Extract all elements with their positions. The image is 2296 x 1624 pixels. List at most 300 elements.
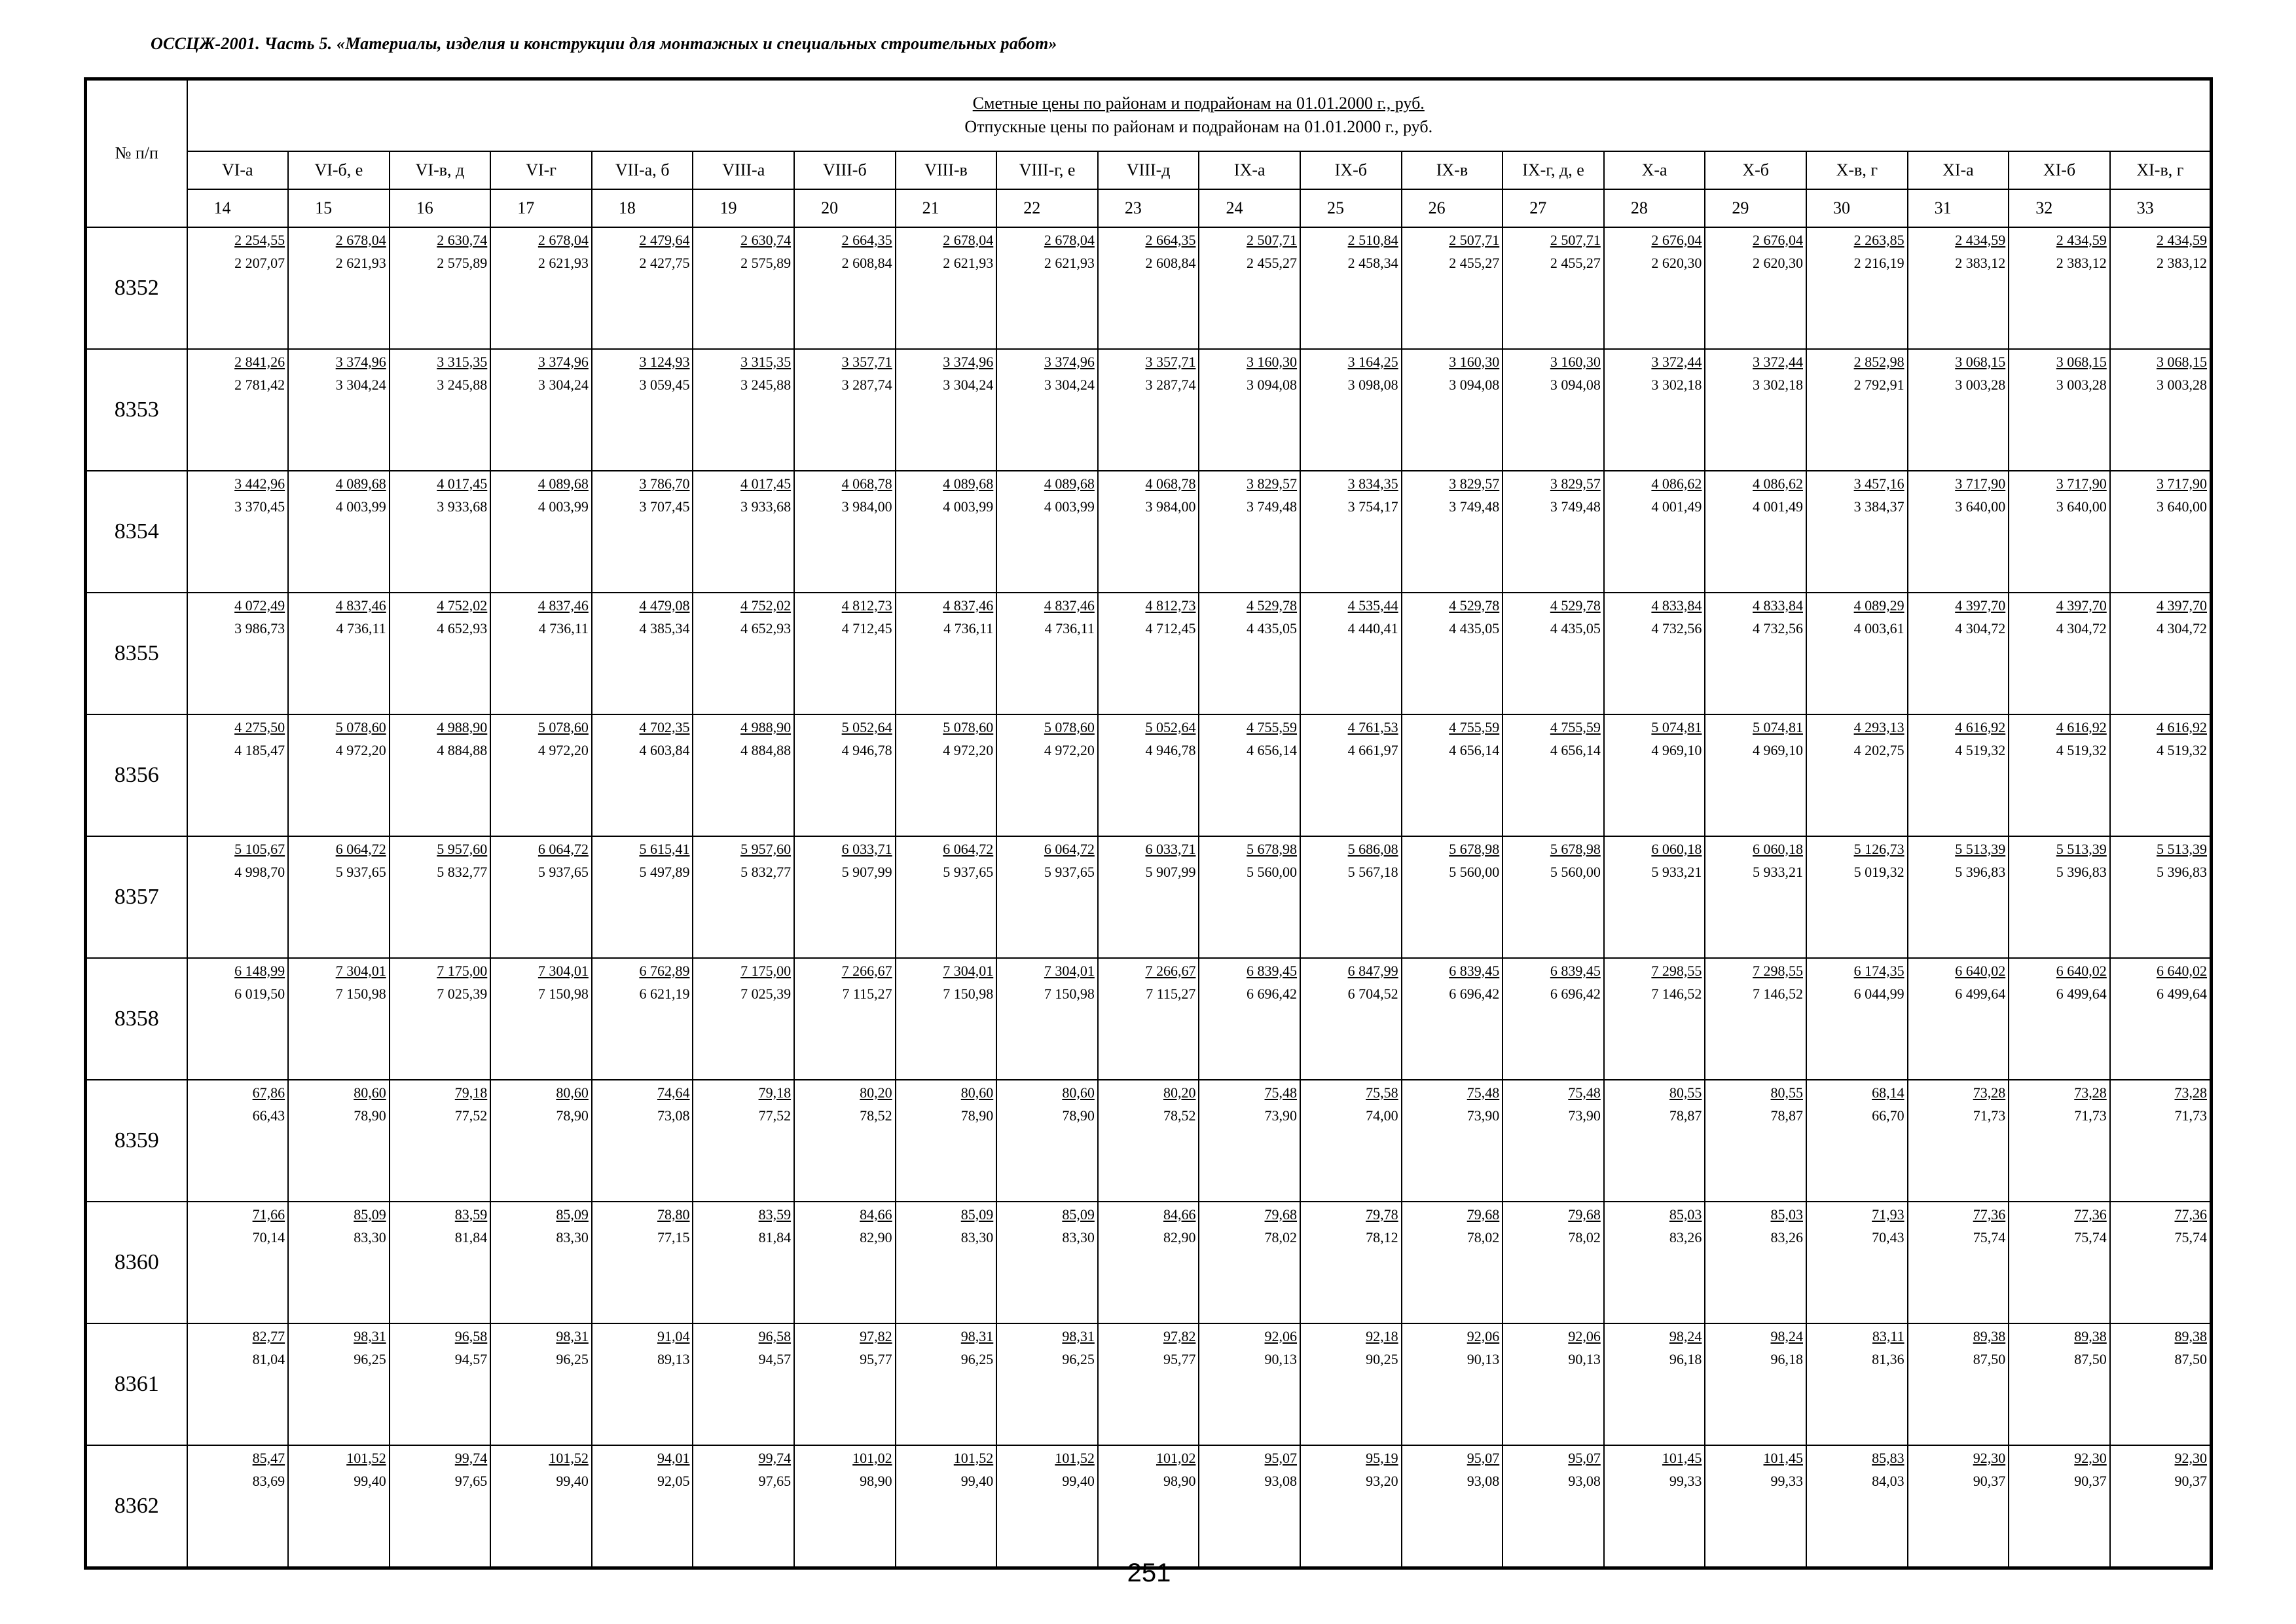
price-cell [490, 593, 592, 714]
release-price: 81,36 [1872, 1350, 1904, 1367]
price-cell [1300, 958, 1402, 1080]
estimated-price: 3 717,90 [2157, 475, 2207, 492]
estimated-price: 5 078,60 [943, 718, 994, 735]
price-cell [1402, 593, 1503, 714]
estimated-price: 4 837,46 [538, 597, 589, 614]
estimated-price: 3 834,35 [1347, 475, 1398, 492]
release-price: 89,13 [657, 1350, 690, 1367]
release-price: 4 435,05 [1449, 619, 1500, 637]
price-cell [2110, 1323, 2212, 1445]
price-cell [896, 836, 997, 958]
price-cell [1503, 1323, 1604, 1445]
release-price: 4 435,05 [1550, 619, 1601, 637]
release-price: 5 560,00 [1550, 863, 1601, 880]
estimated-price: 91,04 [657, 1327, 690, 1344]
estimated-price: 95,07 [1264, 1449, 1298, 1466]
estimated-price: 4 089,68 [943, 475, 994, 492]
release-price: 90,37 [2174, 1472, 2207, 1489]
estimated-price: 5 105,67 [234, 840, 285, 857]
price-cell [1604, 714, 1705, 836]
release-price: 6 696,42 [1247, 985, 1298, 1002]
price-cell [592, 349, 693, 471]
release-price: 4 732,56 [1753, 619, 1803, 637]
column-number: 23 [1098, 189, 1199, 227]
release-price: 94,57 [758, 1350, 792, 1367]
release-price: 6 704,52 [1347, 985, 1398, 1002]
release-price: 83,26 [1770, 1228, 1803, 1246]
release-price: 2 608,84 [841, 254, 892, 271]
price-cell [1199, 836, 1300, 958]
price-cell [693, 349, 794, 471]
estimated-price: 5 078,60 [335, 718, 386, 735]
price-cell [187, 836, 289, 958]
row-code: 8355 [86, 593, 187, 714]
price-cell [2110, 1445, 2212, 1568]
price-cell [592, 714, 693, 836]
row-code: 8357 [86, 836, 187, 958]
price-cell [390, 349, 491, 471]
release-price: 5 396,83 [2056, 863, 2107, 880]
estimated-price: 2 852,98 [1853, 353, 1904, 370]
row-code: 8361 [86, 1323, 187, 1445]
price-cell [1908, 1202, 2009, 1323]
price-cell [1806, 1445, 1908, 1568]
table-row [86, 1080, 2212, 1202]
region-header: VIII-б [794, 151, 896, 189]
estimated-price: 7 175,00 [740, 962, 792, 979]
price-cell [490, 714, 592, 836]
region-header: IX-а [1199, 151, 1300, 189]
estimated-price: 92,30 [2074, 1449, 2107, 1466]
region-header: X-в, г [1806, 151, 1908, 189]
estimated-price: 68,14 [1872, 1084, 1904, 1101]
estimated-price: 80,60 [556, 1084, 589, 1101]
price-cell [693, 227, 794, 349]
estimated-price: 5 126,73 [1853, 840, 1904, 857]
price-cell [693, 593, 794, 714]
estimated-price: 6 762,89 [639, 962, 690, 979]
release-price: 7 146,52 [1651, 985, 1702, 1002]
column-number: 24 [1199, 189, 1300, 227]
release-price: 4 385,34 [639, 619, 690, 637]
release-price: 93,08 [1568, 1472, 1601, 1489]
estimated-price: 96,58 [454, 1327, 488, 1344]
price-cell [288, 1323, 390, 1445]
release-price: 3 245,88 [740, 376, 792, 393]
release-price: 3 640,00 [2056, 498, 2107, 515]
estimated-price: 5 074,81 [1651, 718, 1702, 735]
estimated-price: 4 761,53 [1347, 718, 1398, 735]
estimated-price: 89,38 [1973, 1327, 2006, 1344]
estimated-price: 3 357,71 [1145, 353, 1196, 370]
release-price: 4 969,10 [1753, 741, 1803, 758]
estimated-price: 85,09 [1062, 1206, 1095, 1223]
release-price: 4 185,47 [234, 741, 285, 758]
price-cell [390, 227, 491, 349]
release-price: 7 150,98 [335, 985, 386, 1002]
release-price: 74,00 [1366, 1107, 1398, 1124]
price-cell [1402, 227, 1503, 349]
estimated-price: 4 293,13 [1853, 718, 1904, 735]
price-cell [2110, 349, 2212, 471]
price-cell [1300, 1445, 1402, 1568]
region-header: XI-а [1908, 151, 2009, 189]
release-price: 73,08 [657, 1107, 690, 1124]
release-price: 4 736,11 [943, 619, 994, 637]
price-cell [693, 714, 794, 836]
estimated-price: 6 033,71 [841, 840, 892, 857]
column-number: 33 [2110, 189, 2212, 227]
region-header: VII-а, б [592, 151, 693, 189]
price-cell [490, 1445, 592, 1568]
estimated-prices-title: Сметные цены по районам и подрайонам на 01.01.2000 г., руб. [972, 94, 1425, 113]
estimated-price: 5 678,98 [1247, 840, 1298, 857]
column-number: 20 [794, 189, 896, 227]
price-cell [1503, 1202, 1604, 1323]
row-code: 8360 [86, 1202, 187, 1323]
column-number: 32 [2009, 189, 2110, 227]
release-price: 3 304,24 [943, 376, 994, 393]
estimated-price: 80,20 [1163, 1084, 1196, 1101]
price-cell [2009, 1323, 2110, 1445]
page-header: ОССЦЖ-2001. Часть 5. «Материалы, изделия и конструкции для монтажных и специальных строительных работ» [151, 34, 1057, 53]
release-price: 6 696,42 [1550, 985, 1601, 1002]
price-cell [187, 471, 289, 593]
release-price: 75,74 [2174, 1228, 2207, 1246]
estimated-price: 3 372,44 [1651, 353, 1702, 370]
price-cell [1098, 471, 1199, 593]
estimated-price: 92,06 [1568, 1327, 1601, 1344]
estimated-price: 4 017,45 [740, 475, 792, 492]
price-cell [1503, 1080, 1604, 1202]
estimated-price: 3 374,96 [335, 353, 386, 370]
estimated-price: 83,59 [454, 1206, 488, 1223]
release-price: 4 001,49 [1753, 498, 1803, 515]
estimated-price: 98,31 [1062, 1327, 1095, 1344]
release-price: 97,65 [454, 1472, 488, 1489]
estimated-price: 79,68 [1568, 1206, 1601, 1223]
price-cell [1402, 958, 1503, 1080]
price-cell [390, 593, 491, 714]
estimated-price: 2 263,85 [1853, 231, 1904, 248]
estimated-price: 101,52 [1055, 1449, 1095, 1466]
estimated-price: 85,47 [252, 1449, 285, 1466]
estimated-price: 3 068,15 [1955, 353, 2006, 370]
row-code: 8352 [86, 227, 187, 349]
price-cell [693, 958, 794, 1080]
estimated-price: 3 374,96 [943, 353, 994, 370]
price-cell [1199, 471, 1300, 593]
estimated-price: 98,31 [960, 1327, 994, 1344]
release-price: 87,50 [2074, 1350, 2107, 1367]
release-price: 99,40 [1062, 1472, 1095, 1489]
estimated-price: 71,66 [252, 1206, 285, 1223]
estimated-price: 4 837,46 [335, 597, 386, 614]
price-cell [390, 1323, 491, 1445]
release-price: 90,13 [1568, 1350, 1601, 1367]
price-cell [1806, 593, 1908, 714]
estimated-price: 79,78 [1366, 1206, 1398, 1223]
estimated-price: 2 510,84 [1347, 231, 1398, 248]
price-cell [1806, 349, 1908, 471]
price-table [84, 77, 2213, 1570]
release-price: 73,90 [1467, 1107, 1500, 1124]
estimated-price: 4 988,90 [740, 718, 792, 735]
estimated-price: 4 616,92 [1955, 718, 2006, 735]
price-cell [187, 227, 289, 349]
price-cell [896, 958, 997, 1080]
estimated-price: 3 372,44 [1753, 353, 1803, 370]
price-cell [1908, 593, 2009, 714]
price-cell [1098, 836, 1199, 958]
estimated-price: 5 513,39 [1955, 840, 2006, 857]
estimated-price: 2 507,71 [1247, 231, 1298, 248]
price-cell [1199, 349, 1300, 471]
release-price: 4 652,93 [740, 619, 792, 637]
estimated-price: 7 266,67 [841, 962, 892, 979]
estimated-price: 2 434,59 [2157, 231, 2207, 248]
price-cell [1098, 1080, 1199, 1202]
price-cell [693, 1323, 794, 1445]
release-price: 4 712,45 [841, 619, 892, 637]
estimated-price: 5 615,41 [639, 840, 690, 857]
estimated-price: 84,66 [1163, 1206, 1196, 1223]
release-price: 7 146,52 [1753, 985, 1803, 1002]
price-cell [1806, 227, 1908, 349]
estimated-price: 75,48 [1467, 1084, 1500, 1101]
price-cell [592, 1202, 693, 1323]
price-cell [1199, 714, 1300, 836]
price-cell [1402, 1445, 1503, 1568]
estimated-price: 3 717,90 [2056, 475, 2107, 492]
release-price: 97,65 [758, 1472, 792, 1489]
price-cell [1908, 1080, 2009, 1202]
estimated-price: 89,38 [2074, 1327, 2107, 1344]
estimated-price: 80,60 [1062, 1084, 1095, 1101]
release-price: 2 216,19 [1853, 254, 1904, 271]
estimated-price: 5 678,98 [1550, 840, 1601, 857]
release-price: 5 907,99 [1145, 863, 1196, 880]
price-cell [996, 714, 1098, 836]
estimated-price: 79,68 [1264, 1206, 1298, 1223]
price-cell [794, 958, 896, 1080]
price-cell [2009, 227, 2110, 349]
price-cell [592, 471, 693, 593]
estimated-price: 4 837,46 [1044, 597, 1095, 614]
estimated-price: 71,93 [1872, 1206, 1904, 1223]
estimated-price: 3 160,30 [1247, 353, 1298, 370]
estimated-price: 85,83 [1872, 1449, 1904, 1466]
estimated-price: 95,19 [1366, 1449, 1398, 1466]
price-cell [693, 471, 794, 593]
release-price: 71,73 [2174, 1107, 2207, 1124]
release-price: 3 094,08 [1247, 376, 1298, 393]
column-number: 15 [288, 189, 390, 227]
price-cell [1199, 958, 1300, 1080]
estimated-price: 3 829,57 [1247, 475, 1298, 492]
estimated-price: 6 148,99 [234, 962, 285, 979]
column-number: 31 [1908, 189, 2009, 227]
release-price: 95,77 [1163, 1350, 1196, 1367]
estimated-price: 7 304,01 [943, 962, 994, 979]
price-cell [996, 836, 1098, 958]
estimated-price: 79,68 [1467, 1206, 1500, 1223]
estimated-price: 92,18 [1366, 1327, 1398, 1344]
release-price: 99,33 [1770, 1472, 1803, 1489]
price-cell [2110, 227, 2212, 349]
estimated-price: 97,82 [860, 1327, 892, 1344]
estimated-price: 4 529,78 [1247, 597, 1298, 614]
estimated-price: 4 089,29 [1853, 597, 1904, 614]
release-price: 7 115,27 [1146, 985, 1196, 1002]
release-price: 78,87 [1669, 1107, 1702, 1124]
estimated-price: 3 357,71 [841, 353, 892, 370]
estimated-price: 2 507,71 [1550, 231, 1601, 248]
release-price: 2 620,30 [1651, 254, 1702, 271]
release-price: 3 370,45 [234, 498, 285, 515]
estimated-price: 6 064,72 [538, 840, 589, 857]
release-price: 2 455,27 [1550, 254, 1601, 271]
release-price: 90,25 [1366, 1350, 1398, 1367]
table-row [86, 714, 2212, 836]
estimated-price: 77,36 [1973, 1206, 2006, 1223]
release-price: 71,73 [2074, 1107, 2107, 1124]
column-number: 26 [1402, 189, 1503, 227]
price-cell [490, 958, 592, 1080]
release-price: 98,90 [1163, 1472, 1196, 1489]
price-cell [1908, 958, 2009, 1080]
price-cell [1402, 836, 1503, 958]
estimated-price: 7 304,01 [335, 962, 386, 979]
price-cell [1705, 1323, 1806, 1445]
estimated-price: 4 089,68 [538, 475, 589, 492]
column-number: 21 [896, 189, 997, 227]
release-price: 4 003,99 [538, 498, 589, 515]
price-cell [1300, 836, 1402, 958]
price-cell [490, 227, 592, 349]
release-price: 2 621,93 [1044, 254, 1095, 271]
release-price: 5 497,89 [639, 863, 690, 880]
price-cell [1199, 593, 1300, 714]
release-price: 3 304,24 [335, 376, 386, 393]
estimated-price: 4 535,44 [1347, 597, 1398, 614]
release-price: 98,90 [860, 1472, 892, 1489]
region-header: VIII-в [896, 151, 997, 189]
price-cell [1300, 471, 1402, 593]
price-cell [1705, 349, 1806, 471]
release-price: 78,52 [860, 1107, 892, 1124]
price-cell [2110, 714, 2212, 836]
column-number: 17 [490, 189, 592, 227]
release-price: 77,52 [454, 1107, 488, 1124]
price-cell [896, 471, 997, 593]
release-price: 7 025,39 [437, 985, 488, 1002]
release-price: 3 933,68 [437, 498, 488, 515]
estimated-price: 6 640,02 [1955, 962, 2006, 979]
release-price: 2 621,93 [538, 254, 589, 271]
release-price: 3 059,45 [639, 376, 690, 393]
release-price: 83,30 [354, 1228, 386, 1246]
release-price: 2 792,91 [1853, 376, 1904, 393]
estimated-price: 5 678,98 [1449, 840, 1500, 857]
price-cell [187, 1080, 289, 1202]
release-price: 5 560,00 [1449, 863, 1500, 880]
price-cell [896, 1445, 997, 1568]
release-price: 6 019,50 [234, 985, 285, 1002]
release-price: 5 937,65 [335, 863, 386, 880]
price-cell [1503, 349, 1604, 471]
estimated-price: 98,31 [556, 1327, 589, 1344]
estimated-price: 2 507,71 [1449, 231, 1500, 248]
price-cell [1806, 958, 1908, 1080]
price-cell [288, 593, 390, 714]
estimated-price: 92,06 [1467, 1327, 1500, 1344]
region-header: IX-г, д, е [1503, 151, 1604, 189]
release-price: 4 202,75 [1853, 741, 1904, 758]
release-price: 2 575,89 [740, 254, 792, 271]
release-price: 82,90 [860, 1228, 892, 1246]
estimated-price: 3 160,30 [1550, 353, 1601, 370]
price-cell [996, 471, 1098, 593]
estimated-price: 94,01 [657, 1449, 690, 1466]
estimated-price: 3 442,96 [234, 475, 285, 492]
price-cell [1300, 1080, 1402, 1202]
estimated-price: 5 957,60 [437, 840, 488, 857]
price-cell [592, 593, 693, 714]
estimated-price: 85,09 [354, 1206, 386, 1223]
price-cell [1503, 593, 1604, 714]
estimated-price: 85,03 [1770, 1206, 1803, 1223]
release-price: 4 001,49 [1651, 498, 1702, 515]
release-price: 4 946,78 [841, 741, 892, 758]
release-price: 7 150,98 [943, 985, 994, 1002]
estimated-price: 2 630,74 [437, 231, 488, 248]
estimated-price: 4 755,59 [1550, 718, 1601, 735]
estimated-price: 5 078,60 [538, 718, 589, 735]
price-cell [1098, 1202, 1199, 1323]
release-price: 4 304,72 [2056, 619, 2107, 637]
price-cell [288, 471, 390, 593]
table-row [86, 227, 2212, 349]
price-cell [794, 471, 896, 593]
release-prices-title: Отпускные цены по районам и подрайонам на 01.01.2000 г., руб. [964, 117, 1433, 137]
release-price: 93,20 [1366, 1472, 1398, 1489]
release-price: 78,02 [1264, 1228, 1298, 1246]
estimated-price: 4 812,73 [841, 597, 892, 614]
release-price: 4 969,10 [1651, 741, 1702, 758]
estimated-price: 2 664,35 [841, 231, 892, 248]
estimated-price: 4 072,49 [234, 597, 285, 614]
price-cell [1806, 471, 1908, 593]
column-number: 19 [693, 189, 794, 227]
estimated-price: 92,30 [2174, 1449, 2207, 1466]
release-price: 5 832,77 [740, 863, 792, 880]
estimated-price: 5 513,39 [2157, 840, 2207, 857]
estimated-price: 3 068,15 [2056, 353, 2107, 370]
region-header: X-б [1705, 151, 1806, 189]
release-price: 4 884,88 [740, 741, 792, 758]
release-price: 84,03 [1872, 1472, 1904, 1489]
release-price: 4 304,72 [2157, 619, 2207, 637]
estimated-price: 4 397,70 [2056, 597, 2107, 614]
price-cell [1604, 1202, 1705, 1323]
price-cell [1705, 227, 1806, 349]
price-cell [592, 1445, 693, 1568]
price-cell [1908, 471, 2009, 593]
price-cell [390, 714, 491, 836]
estimated-price: 2 664,35 [1145, 231, 1196, 248]
estimated-price: 85,09 [556, 1206, 589, 1223]
